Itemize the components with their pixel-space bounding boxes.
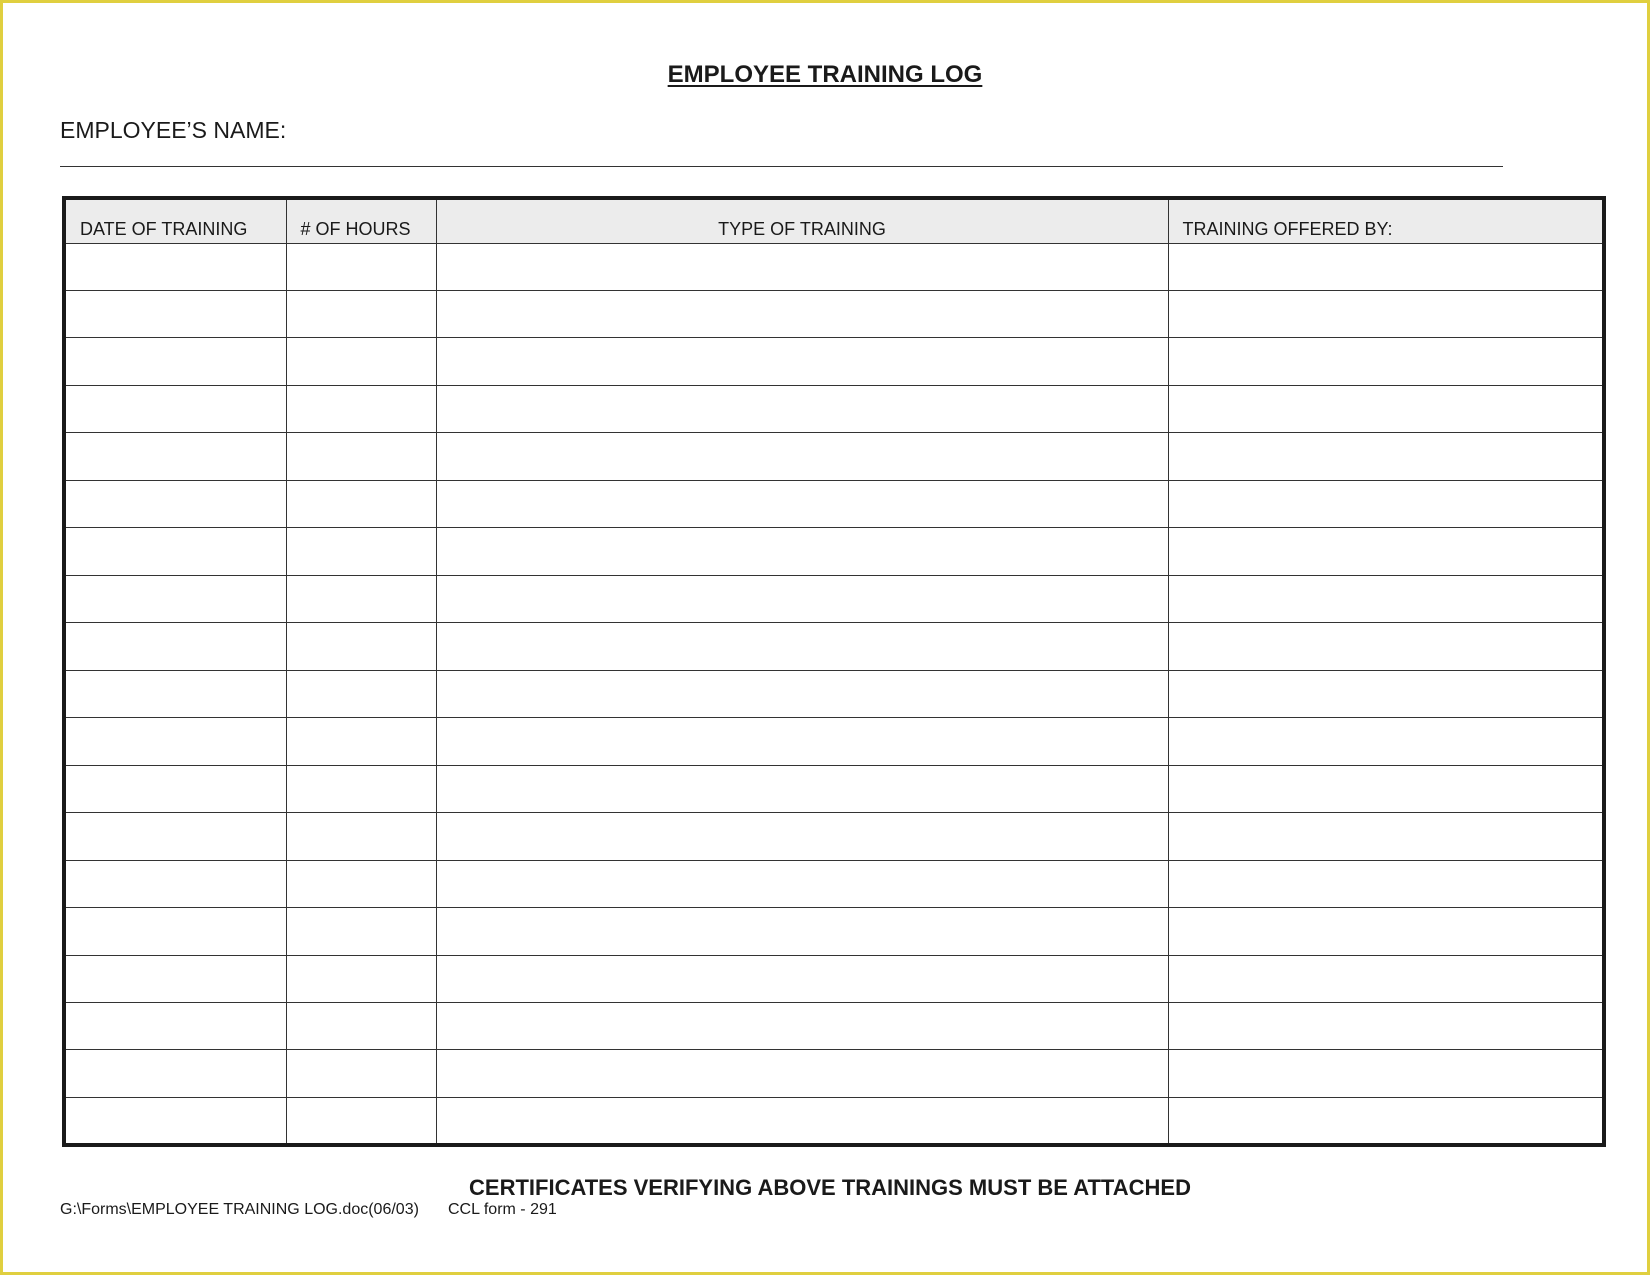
type-cell[interactable]	[436, 243, 1168, 290]
table-header	[64, 198, 1604, 243]
hours-cell[interactable]	[286, 1050, 436, 1097]
hours-cell[interactable]	[286, 670, 436, 717]
hours-cell[interactable]	[286, 813, 436, 860]
date-cell[interactable]	[64, 528, 286, 575]
page-title	[3, 61, 1647, 89]
offered-by-cell[interactable]	[1168, 338, 1604, 385]
date-cell[interactable]	[64, 908, 286, 955]
type-cell[interactable]	[436, 813, 1168, 860]
offered-by-cell[interactable]	[1168, 670, 1604, 717]
table-row	[64, 765, 1604, 812]
hours-cell[interactable]	[286, 243, 436, 290]
table-row	[64, 1050, 1604, 1097]
offered-by-cell[interactable]	[1168, 433, 1604, 480]
header-type-of-training: TYPE OF TRAINING	[436, 198, 1168, 243]
date-cell[interactable]	[64, 575, 286, 622]
table-row	[64, 718, 1604, 765]
hours-cell[interactable]	[286, 575, 436, 622]
offered-by-cell[interactable]	[1168, 528, 1604, 575]
type-cell[interactable]	[436, 433, 1168, 480]
date-cell[interactable]	[64, 338, 286, 385]
date-cell[interactable]	[64, 1003, 286, 1050]
date-cell[interactable]	[64, 1097, 286, 1145]
table-row	[64, 528, 1604, 575]
offered-by-cell[interactable]	[1168, 290, 1604, 337]
date-cell[interactable]	[64, 670, 286, 717]
type-cell[interactable]	[436, 338, 1168, 385]
type-cell[interactable]	[436, 575, 1168, 622]
table-row	[64, 433, 1604, 480]
date-cell[interactable]	[64, 718, 286, 765]
type-cell[interactable]	[436, 1003, 1168, 1050]
certificates-notice: CERTIFICATES VERIFYING ABOVE TRAININGS MUST BE ATTACHED	[469, 1175, 1191, 1200]
table-row	[64, 813, 1604, 860]
table-row	[64, 290, 1604, 337]
date-cell[interactable]	[64, 955, 286, 1002]
table-row	[64, 955, 1604, 1002]
employee-name-field[interactable]	[60, 166, 1503, 167]
table-row	[64, 908, 1604, 955]
page-title-text: EMPLOYEE TRAINING LOG	[667, 61, 983, 88]
date-cell[interactable]	[64, 1050, 286, 1097]
offered-by-cell[interactable]	[1168, 908, 1604, 955]
offered-by-cell[interactable]	[1168, 1050, 1604, 1097]
date-cell[interactable]	[64, 813, 286, 860]
table-row	[64, 385, 1604, 432]
hours-cell[interactable]	[286, 765, 436, 812]
type-cell[interactable]	[436, 908, 1168, 955]
date-cell[interactable]	[64, 765, 286, 812]
header-date-of-training: DATE OF TRAINING	[64, 198, 286, 243]
type-cell[interactable]	[436, 385, 1168, 432]
hours-cell[interactable]	[286, 955, 436, 1002]
offered-by-cell[interactable]	[1168, 813, 1604, 860]
table-row	[64, 575, 1604, 622]
date-cell[interactable]	[64, 623, 286, 670]
hours-cell[interactable]	[286, 480, 436, 527]
table-row	[64, 243, 1604, 290]
type-cell[interactable]	[436, 670, 1168, 717]
type-cell[interactable]	[436, 528, 1168, 575]
hours-cell[interactable]	[286, 1097, 436, 1145]
type-cell[interactable]	[436, 718, 1168, 765]
type-cell[interactable]	[436, 765, 1168, 812]
offered-by-cell[interactable]	[1168, 243, 1604, 290]
offered-by-cell[interactable]	[1168, 955, 1604, 1002]
type-cell[interactable]	[436, 480, 1168, 527]
table-row	[64, 670, 1604, 717]
table-row	[64, 480, 1604, 527]
type-cell[interactable]	[436, 1097, 1168, 1145]
date-cell[interactable]	[64, 385, 286, 432]
type-cell[interactable]	[436, 955, 1168, 1002]
hours-cell[interactable]	[286, 1003, 436, 1050]
offered-by-cell[interactable]	[1168, 718, 1604, 765]
offered-by-cell[interactable]	[1168, 385, 1604, 432]
hours-cell[interactable]	[286, 433, 436, 480]
training-log-table	[62, 196, 1606, 1147]
header-training-offered-by: TRAINING OFFERED BY:	[1168, 198, 1604, 243]
type-cell[interactable]	[436, 290, 1168, 337]
table-row	[64, 1003, 1604, 1050]
offered-by-cell[interactable]	[1168, 575, 1604, 622]
table-body	[64, 243, 1604, 1145]
header-row	[64, 198, 1604, 243]
hours-cell[interactable]	[286, 718, 436, 765]
table-row	[64, 338, 1604, 385]
date-cell[interactable]	[64, 290, 286, 337]
form-id-footer: CCL form - 291	[448, 1201, 557, 1218]
date-cell[interactable]	[64, 433, 286, 480]
hours-cell[interactable]	[286, 623, 436, 670]
header-number-of-hours: # OF HOURS	[286, 198, 436, 243]
employee-name-label: EMPLOYEE’S NAME:	[60, 117, 287, 143]
table-row	[64, 623, 1604, 670]
table-row	[64, 860, 1604, 907]
offered-by-cell[interactable]	[1168, 1003, 1604, 1050]
file-path-footer: G:\Forms\EMPLOYEE TRAINING LOG.doc(06/03)	[60, 1201, 419, 1218]
hours-cell[interactable]	[286, 290, 436, 337]
offered-by-cell[interactable]	[1168, 1097, 1604, 1145]
type-cell[interactable]	[436, 1050, 1168, 1097]
hours-cell[interactable]	[286, 860, 436, 907]
hours-cell[interactable]	[286, 385, 436, 432]
type-cell[interactable]	[436, 860, 1168, 907]
offered-by-cell[interactable]	[1168, 860, 1604, 907]
hours-cell[interactable]	[286, 338, 436, 385]
offered-by-cell[interactable]	[1168, 765, 1604, 812]
type-cell[interactable]	[436, 623, 1168, 670]
date-cell[interactable]	[64, 243, 286, 290]
hours-cell[interactable]	[286, 528, 436, 575]
hours-cell[interactable]	[286, 908, 436, 955]
offered-by-cell[interactable]	[1168, 480, 1604, 527]
table-row	[64, 1097, 1604, 1145]
date-cell[interactable]	[64, 480, 286, 527]
date-cell[interactable]	[64, 860, 286, 907]
offered-by-cell[interactable]	[1168, 623, 1604, 670]
